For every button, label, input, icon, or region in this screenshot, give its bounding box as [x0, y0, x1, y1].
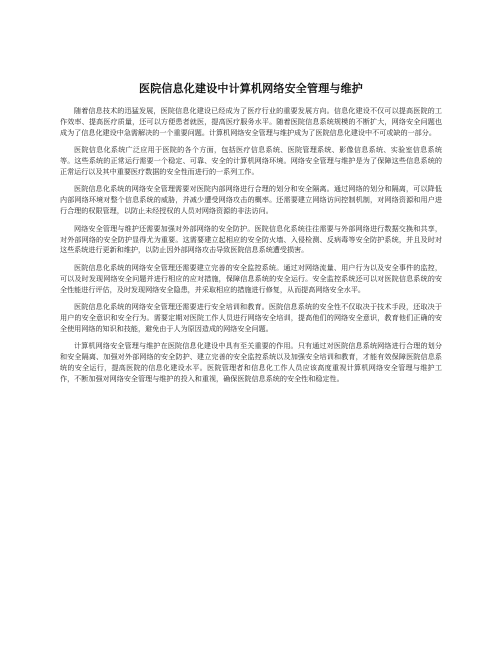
paragraph-6: 医院信息化系统的网络安全管理还需要进行安全培训和教育。医院信息系统的安全性不仅取决于技术手段，还取决于用户的安全意识和安全行为。需要定期对医院工作人员进行网络安全培训，提高他们的网络安全意识，教育他们正确的安全使用网络的知识和技能，避免由于人为原因造成的网络安全问题。 [60, 302, 442, 333]
paragraph-7: 计算机网络安全管理与维护在医院信息化建设中具有至关重要的作用。只有通过对医院信息系统网络进行合理的划分和安全隔离、加强对外部网络的安全防护、建立完善的安全监控系统以及加强安全培训和教育，才能有效保障医院信息系统的安全运行，提高医院的信息化建设水平。医院管理者和信息化工作人员应该高度重视计算机网络安全管理与维护工作，不断加强对网络安全管理与维护的投入和重视，确保医院信息系统的安全性和稳定性。 [60, 341, 442, 384]
paragraph-5: 医院信息化系统的网络安全管理还需要建立完善的安全监控系统。通过对网络流量、用户行为以及安全事件的监控，可以及时发现网络安全问题并进行相应的应对措施，保障信息系统的安全运行。安全监控系统还可以对医院信息系统的安全性能进行评估，及时发现网络安全隐患，并采取相应的措施进行修复，从而提高网络安全水平。 [60, 262, 442, 294]
paragraph-3: 医院信息化系统的网络安全管理需要对医院内部网络进行合理的划分和安全隔离。通过网络的划分和隔离，可以降低内部网络环境对整个信息系统的威胁，并减少遭受网络攻击的概率。还需要建立网络访问控制机制，对网络资源和用户进行合理的权限管理，以防止未经授权的人员对网络资源的非法访问。 [60, 184, 442, 216]
paragraph-1: 随着信息技术的迅猛发展，医院信息化建设已经成为了医疗行业的重要发展方向。信息化建设不仅可以提高医院的工作效率、提高医疗质量，还可以方便患者就医，提高医疗服务水平。随着医院信息系统规模的不断扩大，网络安全问题也成为了信息化建设中急需解决的一个重要问题。计算机网络安全管理与维护成为了医院信息化建设中不可或缺的一部分。 [60, 106, 442, 137]
paragraph-2: 医院信息化系统广泛应用于医院的各个方面，包括医疗信息系统、医院管理系统、影像信息系统、实验室信息系统等。这些系统的正常运行需要一个稳定、可靠、安全的计算机网络环境。网络安全管理与维护是为了保障这些信息系统的正常运行以及其中重要医疗数据的安全性而进行的一系列工作。 [60, 145, 442, 177]
document-title: 医院信息化建设中计算机网络安全管理与维护 [139, 82, 363, 95]
paragraph-4: 网络安全管理与维护还需要加强对外部网络的安全防护。医院信息化系统往往需要与外部网络进行数据交换和共享，对外部网络的安全防护显得尤为重要。这需要建立起相应的安全防火墙、入侵检测、反病毒等安全防护系统，并且及时对这些系统进行更新和维护，以防止因外部网络攻击导致医院信息系统遭受损害。 [60, 223, 442, 255]
